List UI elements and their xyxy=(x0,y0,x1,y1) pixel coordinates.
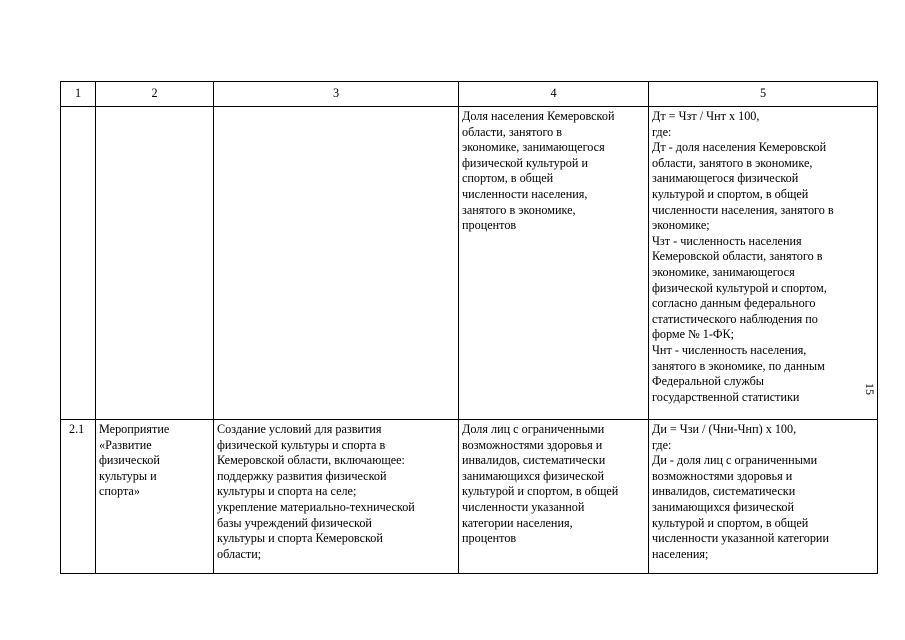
measure-description-cell xyxy=(214,107,459,420)
table-row xyxy=(61,420,878,574)
header-cell-4: 4 xyxy=(459,82,649,107)
indicator-name-cell: Доля населения Кемеровской области, занятого в экономике, занимающегося физической культурой и спортом, в общей численности населения, занятого в экономике, процентов xyxy=(459,107,649,420)
document-table xyxy=(60,81,878,574)
page-number: 15 xyxy=(863,383,877,395)
measure-name-cell: Мероприятие «Развитие физической культуры и спорта» xyxy=(96,420,214,574)
table-header-row xyxy=(61,82,878,107)
indicator-name-cell: Доля лиц с ограниченными возможностями здоровья и инвалидов, систематически занимающихся физической культурой и спортом, в общей численности указанной категории населения, процентов xyxy=(459,420,649,574)
row-number-cell: 2.1 xyxy=(61,420,96,574)
header-cell-2: 2 xyxy=(96,82,214,107)
measure-name-cell xyxy=(96,107,214,420)
table-row xyxy=(61,107,878,420)
header-cell-3: 3 xyxy=(214,82,459,107)
header-cell-5: 5 xyxy=(649,82,878,107)
calculation-method-cell: Дт = Чзт / Чнт x 100, где: Дт - доля населения Кемеровской области, занятого в экономике, занимающегося физической культурой и спортом, в общей численности населения, занятого в экономике; Чзт - численность населения Кемеровской области, занятого в экономике, занимающегося физической культурой и спортом, согласно данным федерального статистического наблюдения по форме № 1-ФК; Чнт - численность населения, занятого в экономике, по данным Федеральной службы государственной статистики xyxy=(649,107,878,420)
header-cell-1: 1 xyxy=(61,82,96,107)
row-number-cell xyxy=(61,107,96,420)
measure-description-cell: Создание условий для развития физической культуры и спорта в Кемеровской области, включающее: поддержку развития физической культуры и спорта на селе; укрепление материально-технической базы учреждений физической культуры и спорта Кемеровской области; xyxy=(214,420,459,574)
calculation-method-cell: Ди = Чзи / (Чни-Чнп) x 100, где: Ди - доля лиц с ограниченными возможностями здоровья и инвалидов, систематически занимающихся физической культурой и спортом, в общей численности указанной категории населения; xyxy=(649,420,878,574)
